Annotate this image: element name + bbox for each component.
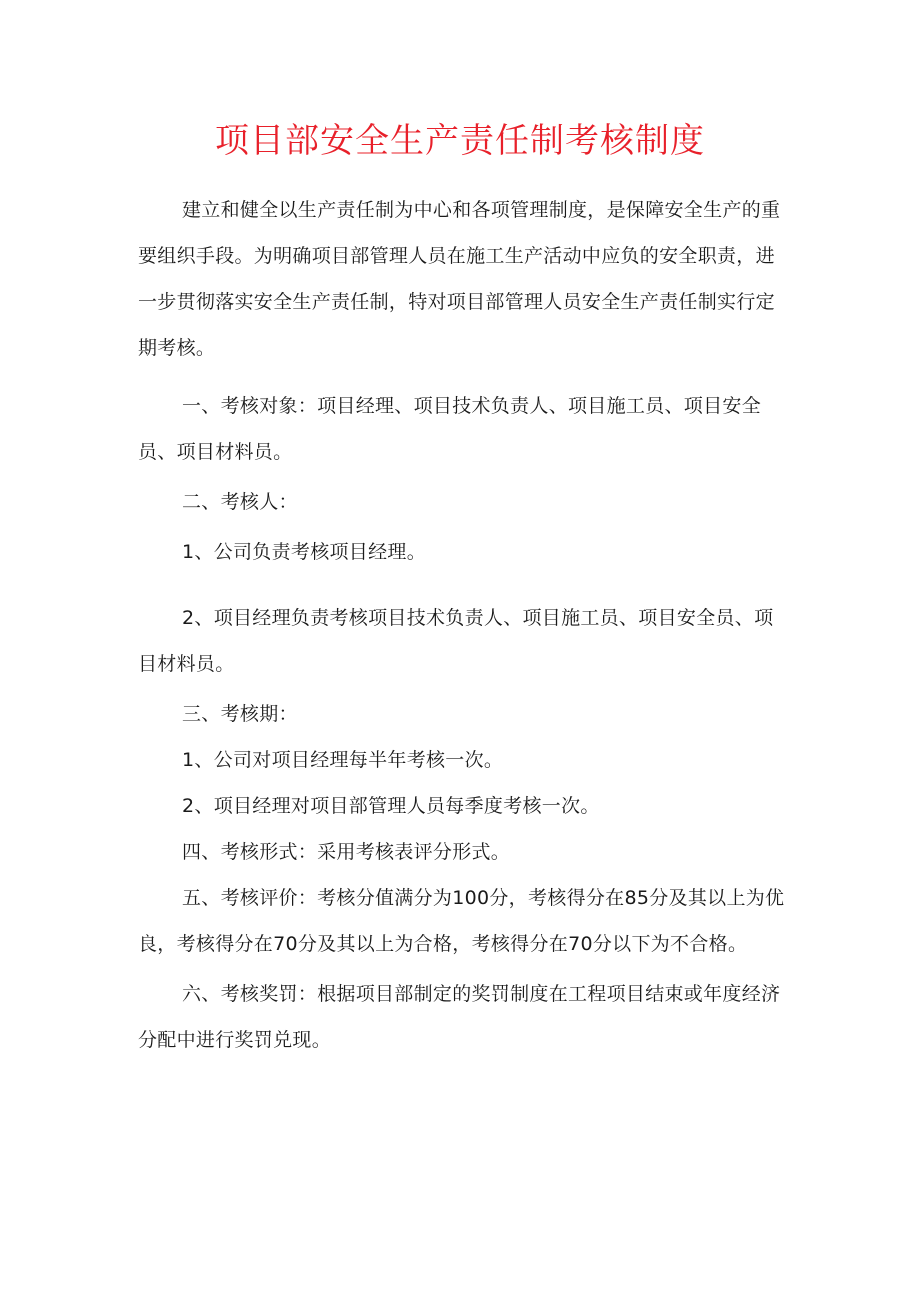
period-item-1: 1、公司对项目经理每半年考核一次。 bbox=[182, 749, 504, 771]
page-title: 项目部安全生产责任制考核制度 bbox=[215, 121, 705, 161]
section-assessment-period-heading: 三、考核期： bbox=[182, 703, 298, 725]
section-assessment-targets: 一、考核对象：项目经理、项目技术负责人、项目施工员、项目安全员、项目材料员。 bbox=[138, 395, 762, 463]
section-assessment-evaluation: 五、考核评价：考核分值满分为100分，考核得分在85分及其以上为优良，考核得分在70分及其以上为合格，考核得分在70分以下为不合格。 bbox=[138, 887, 785, 955]
assessor-item-1: 1、公司负责考核项目经理。 bbox=[182, 541, 426, 563]
intro-paragraph: 建立和健全以生产责任制为中心和各项管理制度，是保障安全生产的重要组织手段。为明确项目部管理人员在施工生产活动中应负的安全职责，进一步贯彻落实安全生产责任制，特对项目部管理人员安全生产责任制实行定期考核。 bbox=[138, 199, 781, 359]
section-assessors-heading: 二、考核人： bbox=[182, 491, 298, 513]
section-rewards-penalties: 六、考核奖罚：根据项目部制定的奖罚制度在工程项目结束或年度经济分配中进行奖罚兑现。 bbox=[138, 983, 781, 1051]
period-item-2: 2、项目经理对项目部管理人员每季度考核一次。 bbox=[182, 795, 600, 817]
document-body bbox=[138, 187, 788, 1063]
section-assessment-form: 四、考核形式：采用考核表评分形式。 bbox=[182, 841, 511, 863]
assessor-item-2: 2、项目经理负责考核项目技术负责人、项目施工员、项目安全员、项目材料员。 bbox=[138, 607, 774, 675]
